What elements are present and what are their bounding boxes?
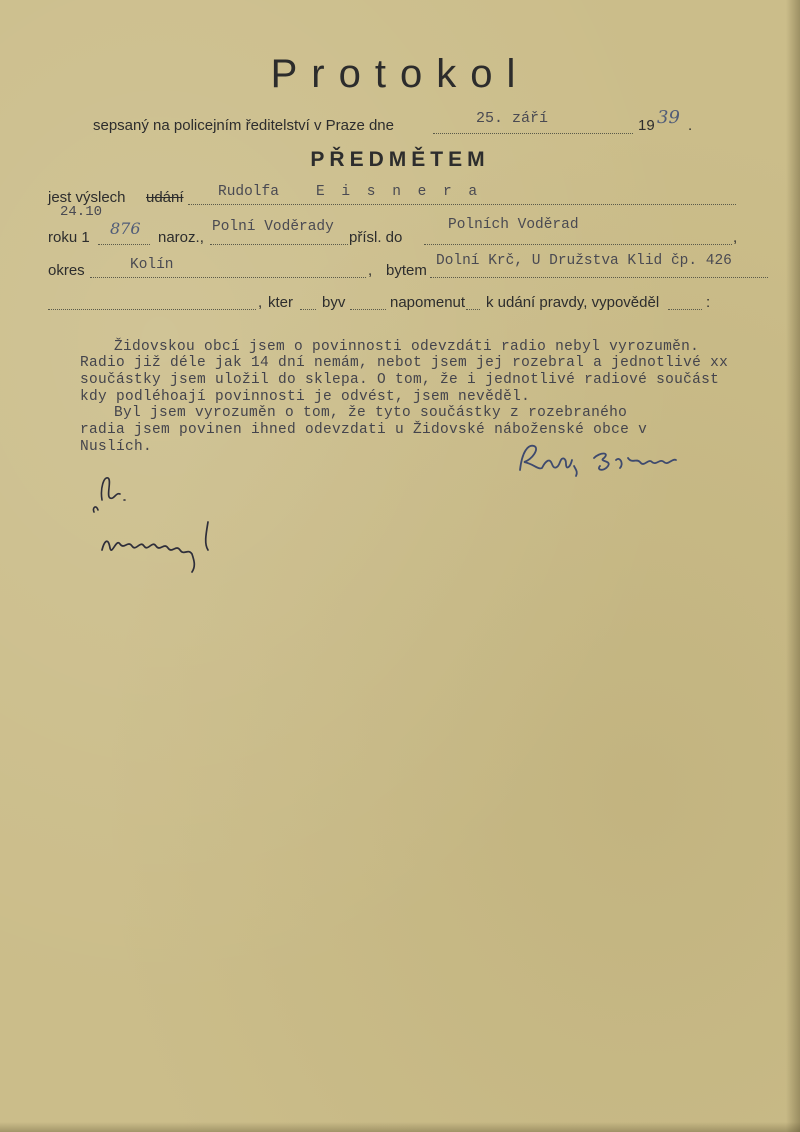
statement-line: Židovskou obcí jsem o povinnosti odevzdáti radio nebyl vyrozuměn. — [114, 339, 700, 355]
statement-line: Nuslích. — [80, 439, 153, 455]
statement-line: součástky jsem uložil do sklepa. O tom, že i jednotlivé radiové součást — [80, 372, 720, 388]
testimony-label: k udání pravdy, vypověděl — [486, 294, 660, 311]
residence: Dolní Krč, U Družstva Klid čp. 426 — [436, 253, 732, 269]
district: Kolín — [130, 257, 174, 273]
statement-line: radia jsem povinen ihned odevzdati u Židovské náboženské obce v — [80, 422, 648, 438]
official-signature — [96, 514, 236, 584]
born-label: naroz., — [158, 229, 204, 246]
admonished-label: napomenut — [390, 294, 466, 311]
protocol-date: 25. září — [476, 110, 549, 127]
statement-line: Byl jsem vyrozuměn o tom, že tyto součástky z rozebraného — [114, 405, 628, 421]
date-field-line — [433, 133, 633, 134]
residence-line — [430, 277, 768, 278]
admonished-suffix-line — [466, 309, 480, 310]
year-prefix: 19 — [638, 117, 655, 134]
who-suffix-line — [300, 309, 316, 310]
was-suffix-line — [350, 309, 386, 310]
period-mark: . — [688, 117, 693, 134]
birth-year-line — [98, 244, 150, 245]
testimony-suffix-line — [668, 309, 702, 310]
statement-line: Radio již déle jak 14 dní nemám, nebot jsem jej rozebral a jednotlivé xx — [80, 355, 729, 371]
who-label: kter — [268, 294, 294, 311]
hearing-label: jest výslech — [48, 189, 126, 206]
birth-date-typed: 24.10 — [60, 204, 103, 220]
was-label: byv — [322, 294, 346, 311]
year-handwritten: 39 — [657, 107, 680, 128]
comma-mark: , — [733, 229, 738, 246]
deponent-signature — [512, 440, 702, 480]
domicile: Polních Voděrad — [448, 217, 579, 233]
birthplace: Polní Voděrady — [212, 219, 334, 235]
comma-mark: , — [258, 294, 263, 311]
district-line — [90, 277, 366, 278]
district-label: okres — [48, 262, 85, 279]
colon-mark: : — [706, 294, 711, 311]
deponent-first-name: Rudolfa — [218, 184, 279, 200]
domicile-label: přísl. do — [349, 229, 403, 246]
birthplace-line — [210, 244, 348, 245]
residence-label: bytem — [386, 262, 427, 279]
statement-line: kdy podléhoají povinnosti je odvést, jsem nevěděl. — [80, 389, 531, 405]
struck-word: udání — [146, 189, 184, 206]
domicile-line — [424, 244, 732, 245]
paper-bottom-shadow — [0, 1122, 800, 1132]
name-field-line — [188, 204, 736, 205]
comma-mark: , — [368, 262, 373, 279]
year-born-label: roku 1 — [48, 229, 90, 246]
protocol-intro-label: sepsaný na policejním ředitelství v Praze dne — [93, 117, 394, 134]
document-subtitle: PŘEDMĚTEM — [310, 148, 490, 171]
blank-field-line — [48, 309, 256, 310]
birth-year-handwritten: 876 — [110, 219, 141, 238]
deponent-last-name: E i s n e r a — [316, 184, 482, 200]
document-title: Protokol — [270, 52, 530, 96]
